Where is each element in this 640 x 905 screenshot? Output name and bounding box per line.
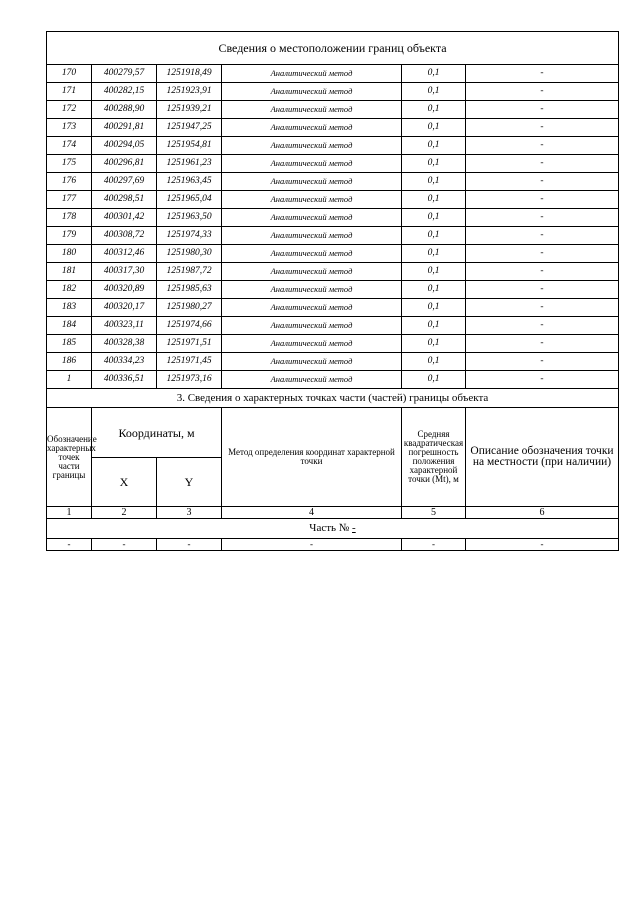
coord-x: 400296,81 xyxy=(92,155,157,173)
point-number: 178 xyxy=(47,209,92,227)
coord-y: 1251971,45 xyxy=(157,353,222,371)
header-row-1 xyxy=(47,408,619,458)
header-x: X xyxy=(92,458,157,507)
column-number: 5 xyxy=(402,507,466,519)
description: - xyxy=(466,83,619,101)
method: Аналитический метод xyxy=(222,83,402,101)
boundary-table xyxy=(46,31,619,551)
accuracy: 0,1 xyxy=(402,119,466,137)
description: - xyxy=(466,227,619,245)
method: Аналитический метод xyxy=(222,335,402,353)
method: Аналитический метод xyxy=(222,173,402,191)
table-row xyxy=(47,155,619,173)
table-row xyxy=(47,299,619,317)
coord-x: 400288,90 xyxy=(92,101,157,119)
accuracy: 0,1 xyxy=(402,263,466,281)
coord-x: 400320,89 xyxy=(92,281,157,299)
point-number: 182 xyxy=(47,281,92,299)
accuracy: 0,1 xyxy=(402,65,466,83)
coord-y: 1251987,72 xyxy=(157,263,222,281)
coord-y: 1251947,25 xyxy=(157,119,222,137)
method: Аналитический метод xyxy=(222,119,402,137)
table-row xyxy=(47,119,619,137)
table-row xyxy=(47,83,619,101)
coord-x: 400308,72 xyxy=(92,227,157,245)
method: Аналитический метод xyxy=(222,353,402,371)
coord-x: 400320,17 xyxy=(92,299,157,317)
point-number: 174 xyxy=(47,137,92,155)
section3-title-row xyxy=(47,389,619,408)
description: - xyxy=(466,263,619,281)
coord-x: 400294,05 xyxy=(92,137,157,155)
table-row xyxy=(47,227,619,245)
column-numbers-row xyxy=(47,507,619,519)
coord-x: 400282,15 xyxy=(92,83,157,101)
point-number: 177 xyxy=(47,191,92,209)
coord-x: 400334,23 xyxy=(92,353,157,371)
column-number: 6 xyxy=(466,507,619,519)
accuracy: 0,1 xyxy=(402,335,466,353)
description: - xyxy=(466,65,619,83)
cell-n: - xyxy=(47,539,92,551)
description: - xyxy=(466,245,619,263)
point-number: 185 xyxy=(47,335,92,353)
method: Аналитический метод xyxy=(222,191,402,209)
header-point-designation: Обозначение характерных точек части границы xyxy=(47,408,92,507)
point-number: 179 xyxy=(47,227,92,245)
point-number: 171 xyxy=(47,83,92,101)
method: Аналитический метод xyxy=(222,263,402,281)
accuracy: 0,1 xyxy=(402,281,466,299)
point-number: 184 xyxy=(47,317,92,335)
accuracy: 0,1 xyxy=(402,191,466,209)
description: - xyxy=(466,281,619,299)
coord-x: 400336,51 xyxy=(92,371,157,389)
column-number: 2 xyxy=(92,507,157,519)
accuracy: 0,1 xyxy=(402,299,466,317)
table-row xyxy=(47,137,619,155)
point-number: 186 xyxy=(47,353,92,371)
point-number: 172 xyxy=(47,101,92,119)
accuracy: 0,1 xyxy=(402,227,466,245)
table-row xyxy=(47,101,619,119)
description: - xyxy=(466,317,619,335)
coord-x: 400297,69 xyxy=(92,173,157,191)
coord-y: 1251985,63 xyxy=(157,281,222,299)
coord-y: 1251954,81 xyxy=(157,137,222,155)
coord-y: 1251980,27 xyxy=(157,299,222,317)
table-row xyxy=(47,281,619,299)
coord-y: 1251974,33 xyxy=(157,227,222,245)
coord-y: 1251923,91 xyxy=(157,83,222,101)
coord-x: 400291,81 xyxy=(92,119,157,137)
cell-desc: - xyxy=(466,539,619,551)
coord-x: 400317,30 xyxy=(92,263,157,281)
table-row xyxy=(47,173,619,191)
section3-title: 3. Сведения о характерных точках части (частей) границы объекта xyxy=(47,389,619,408)
description: - xyxy=(466,209,619,227)
coord-y: 1251974,66 xyxy=(157,317,222,335)
part-number: - xyxy=(352,522,356,534)
accuracy: 0,1 xyxy=(402,155,466,173)
accuracy: 0,1 xyxy=(402,83,466,101)
method: Аналитический метод xyxy=(222,317,402,335)
table-row xyxy=(47,539,619,551)
cell-x: - xyxy=(92,539,157,551)
coord-x: 400323,11 xyxy=(92,317,157,335)
method: Аналитический метод xyxy=(222,137,402,155)
point-number: 181 xyxy=(47,263,92,281)
point-number: 173 xyxy=(47,119,92,137)
point-number: 1 xyxy=(47,371,92,389)
accuracy: 0,1 xyxy=(402,209,466,227)
column-number: 1 xyxy=(47,507,92,519)
coord-y: 1251963,45 xyxy=(157,173,222,191)
coord-y: 1251980,30 xyxy=(157,245,222,263)
method: Аналитический метод xyxy=(222,245,402,263)
coord-x: 400328,38 xyxy=(92,335,157,353)
accuracy: 0,1 xyxy=(402,245,466,263)
accuracy: 0,1 xyxy=(402,137,466,155)
description: - xyxy=(466,137,619,155)
accuracy: 0,1 xyxy=(402,317,466,335)
cell-method: - xyxy=(222,539,402,551)
table-row xyxy=(47,317,619,335)
coord-y: 1251939,21 xyxy=(157,101,222,119)
accuracy: 0,1 xyxy=(402,371,466,389)
table-row xyxy=(47,65,619,83)
method: Аналитический метод xyxy=(222,155,402,173)
coord-x: 400279,57 xyxy=(92,65,157,83)
description: - xyxy=(466,191,619,209)
coord-y: 1251965,04 xyxy=(157,191,222,209)
header-y: Y xyxy=(157,458,222,507)
description: - xyxy=(466,353,619,371)
coord-y: 1251918,49 xyxy=(157,65,222,83)
coord-x: 400301,42 xyxy=(92,209,157,227)
coord-y: 1251973,16 xyxy=(157,371,222,389)
header-coordinates: Координаты, м xyxy=(92,408,222,458)
table-row xyxy=(47,335,619,353)
table-row xyxy=(47,371,619,389)
part-row xyxy=(47,519,619,539)
header-method: Метод определения координат характерной точки xyxy=(222,408,402,507)
description: - xyxy=(466,155,619,173)
accuracy: 0,1 xyxy=(402,173,466,191)
column-number: 3 xyxy=(157,507,222,519)
description: - xyxy=(466,299,619,317)
point-number: 170 xyxy=(47,65,92,83)
point-number: 180 xyxy=(47,245,92,263)
part-label-cell xyxy=(47,519,619,539)
method: Аналитический метод xyxy=(222,371,402,389)
header-accuracy: Средняя квадратическая погрешность положения характерной точки (Mt), м xyxy=(402,408,466,507)
column-number: 4 xyxy=(222,507,402,519)
table-row xyxy=(47,353,619,371)
table-row xyxy=(47,245,619,263)
cell-mt: - xyxy=(402,539,466,551)
table-row xyxy=(47,209,619,227)
point-number: 176 xyxy=(47,173,92,191)
coord-x: 400298,51 xyxy=(92,191,157,209)
description: - xyxy=(466,335,619,353)
method: Аналитический метод xyxy=(222,65,402,83)
table-row xyxy=(47,263,619,281)
method: Аналитический метод xyxy=(222,299,402,317)
description: - xyxy=(466,101,619,119)
description: - xyxy=(466,371,619,389)
method: Аналитический метод xyxy=(222,281,402,299)
description: - xyxy=(466,173,619,191)
coord-y: 1251961,23 xyxy=(157,155,222,173)
accuracy: 0,1 xyxy=(402,353,466,371)
accuracy: 0,1 xyxy=(402,101,466,119)
header-description: Описание обозначения точки на местности (при наличии) xyxy=(466,408,619,507)
description: - xyxy=(466,119,619,137)
method: Аналитический метод xyxy=(222,227,402,245)
point-number: 175 xyxy=(47,155,92,173)
point-number: 183 xyxy=(47,299,92,317)
coord-y: 1251971,51 xyxy=(157,335,222,353)
coord-y: 1251963,50 xyxy=(157,209,222,227)
section-title: Сведения о местоположении границ объекта xyxy=(47,32,619,65)
part-label: Часть № xyxy=(309,522,350,534)
method: Аналитический метод xyxy=(222,101,402,119)
method: Аналитический метод xyxy=(222,209,402,227)
coord-x: 400312,46 xyxy=(92,245,157,263)
section-title-row xyxy=(47,32,619,65)
cell-y: - xyxy=(157,539,222,551)
table-row xyxy=(47,191,619,209)
